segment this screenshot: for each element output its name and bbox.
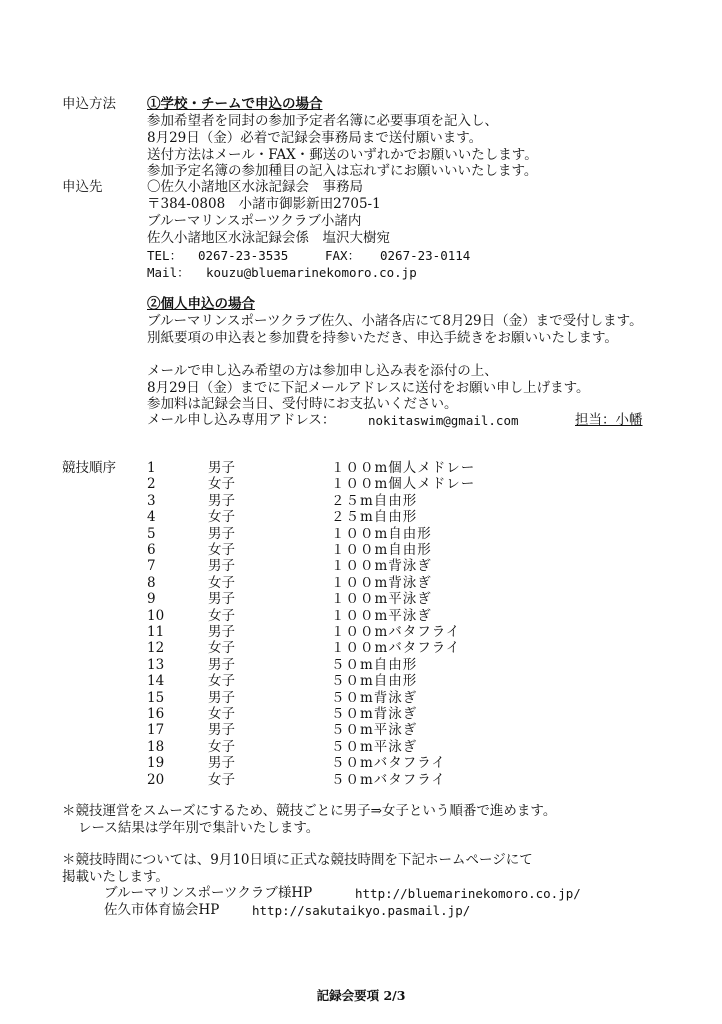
event-gender: 女子	[208, 738, 235, 755]
event-number: 18	[147, 738, 165, 755]
method-label: 申込方法	[62, 96, 116, 112]
event-number: 4	[147, 509, 156, 526]
individual-application-heading: ②個人申込の場合	[147, 296, 255, 312]
individual-mail-line-2: 8月29日（金）までに下記メールアドレスに送付をお願い申し上げます。	[147, 380, 590, 396]
event-name: ５０m平泳ぎ	[331, 738, 418, 755]
event-number: 1	[147, 460, 156, 476]
page-footer: 記録会要項 2/3	[316, 988, 406, 1003]
destination-label: 申込先	[62, 179, 103, 195]
method-line-1: 参加希望者を同封の参加予定者名簿に必要事項を記入し、	[147, 113, 498, 129]
event-name: ５０m平泳ぎ	[331, 722, 418, 739]
note-1-line-1: ＊競技運営をスムーズにするため、競技ごとに男子⇒女子という順番で進めます。	[62, 803, 557, 819]
event-row	[0, 526, 722, 543]
event-name: １００m平泳ぎ	[331, 591, 432, 608]
events-label: 競技順序	[62, 460, 116, 476]
event-number: 7	[147, 558, 156, 575]
event-row	[0, 755, 722, 772]
event-gender: 男子	[208, 492, 235, 509]
tel-number: 0267-23-3535	[198, 248, 289, 263]
event-row	[0, 509, 722, 526]
event-gender: 男子	[208, 460, 235, 476]
contact-person: 担当：小幡	[575, 412, 643, 428]
event-name: ５０m自由形	[331, 656, 418, 673]
event-gender: 男子	[208, 722, 235, 739]
event-row	[0, 460, 722, 477]
event-name: １００m自由形	[331, 542, 432, 558]
individual-mail-line-3: 参加料は記録会当日、受付時にお支払いください。	[147, 396, 458, 412]
event-name: １００m背泳ぎ	[331, 558, 432, 575]
event-number: 9	[147, 591, 156, 608]
tel-label: TEL：	[147, 248, 183, 263]
event-row	[0, 624, 722, 641]
event-row	[0, 657, 722, 674]
event-gender: 女子	[208, 771, 235, 788]
note-2-line-2: 掲載いたします。	[62, 869, 169, 885]
dedicated-mail-label: メール申し込み専用アドレス：	[147, 412, 336, 428]
event-number: 12	[147, 640, 165, 657]
bluemarine-hp-link[interactable]: http://bluemarinekomoro.co.jp/	[355, 886, 581, 901]
event-row	[0, 476, 722, 493]
event-gender: 男子	[208, 656, 235, 673]
event-row	[0, 542, 722, 559]
destination-club: ブルーマリンスポーツクラブ小諸内	[147, 213, 362, 229]
event-row	[0, 706, 722, 723]
event-gender: 女子	[208, 706, 235, 722]
event-name: ２５m自由形	[331, 509, 418, 526]
event-gender: 男子	[208, 591, 235, 608]
event-number: 5	[147, 525, 156, 542]
event-row	[0, 690, 722, 707]
event-number: 14	[147, 673, 165, 690]
event-number: 13	[147, 656, 165, 673]
event-number: 20	[147, 771, 165, 788]
event-gender: 男子	[208, 558, 235, 575]
event-gender: 女子	[208, 673, 235, 690]
event-row	[0, 558, 722, 575]
event-row	[0, 640, 722, 657]
event-row	[0, 772, 722, 789]
method-line-3: 送付方法はメール・FAX・郵送のいずれかでお願いいたします。	[147, 147, 538, 163]
event-row	[0, 722, 722, 739]
event-name: １００mバタフライ	[331, 640, 461, 657]
saku-sports-hp-link[interactable]: http://sakutaikyo.pasmail.jp/	[252, 903, 471, 918]
event-row	[0, 608, 722, 625]
event-gender: 男子	[208, 689, 235, 706]
event-gender: 男子	[208, 525, 235, 542]
event-name: ５０mバタフライ	[331, 771, 446, 788]
individual-mail-line-1: メールで申し込み希望の方は参加申し込み表を添付の上、	[147, 363, 498, 379]
event-gender: 男子	[208, 624, 235, 640]
event-name: １００m個人メドレー	[331, 476, 476, 493]
event-name: １００m個人メドレー	[331, 460, 476, 476]
event-number: 17	[147, 722, 165, 739]
individual-line-2: 別紙要項の申込表と参加費を持参いただき、申込手続きをお願いいたします。	[147, 330, 618, 346]
bluemarine-hp-label: ブルーマリンスポーツクラブ様HP	[104, 885, 313, 901]
event-number: 11	[147, 624, 165, 640]
event-number: 8	[147, 574, 156, 591]
note-1-line-2: レース結果は学年別で集計いたします。	[78, 820, 320, 836]
dedicated-mail-address[interactable]: nokitaswim@gmail.com	[368, 413, 519, 428]
event-name: １００m平泳ぎ	[331, 607, 432, 624]
event-number: 6	[147, 542, 156, 558]
event-row	[0, 591, 722, 608]
event-name: ５０m背泳ぎ	[331, 706, 418, 722]
saku-sports-hp-label: 佐久市体育協会HP	[104, 902, 220, 918]
event-row	[0, 575, 722, 592]
event-number: 16	[147, 706, 165, 722]
destination-line-1: 〇佐久小諸地区水泳記録会 事務局	[147, 179, 363, 195]
event-number: 10	[147, 607, 165, 624]
event-row	[0, 673, 722, 690]
event-gender: 男子	[208, 755, 235, 772]
event-gender: 女子	[208, 574, 235, 591]
event-name: ２５m自由形	[331, 492, 418, 509]
method-line-4: 参加予定名簿の参加種目の記入は忘れずにお願いいいたします。	[147, 163, 538, 179]
event-number: 2	[147, 476, 156, 493]
event-name: １００m自由形	[331, 525, 432, 542]
destination-address: 〒384-0808 小諸市御影新田2705-1	[147, 196, 381, 212]
mail-label: Mail：	[147, 265, 190, 280]
method-line-2: 8月29日（金）必着で記録会事務局まで送付願います。	[147, 130, 483, 146]
event-row	[0, 493, 722, 510]
individual-line-1: ブルーマリンスポーツクラブ佐久、小諸各店にて8月29日（金）まで受付します。	[147, 313, 643, 329]
event-name: １００m背泳ぎ	[331, 574, 432, 591]
event-name: １００mバタフライ	[331, 624, 461, 640]
event-gender: 女子	[208, 476, 235, 493]
event-gender: 女子	[208, 607, 235, 624]
event-name: ５０m背泳ぎ	[331, 689, 418, 706]
event-number: 19	[147, 755, 165, 772]
fax-label: FAX：	[325, 248, 361, 263]
note-2-line-1: ＊競技時間については、9月10日頃に正式な競技時間を下記ホームページにて	[62, 852, 533, 868]
event-gender: 女子	[208, 640, 235, 657]
event-number: 3	[147, 492, 156, 509]
fax-number: 0267-23-0114	[380, 248, 471, 263]
event-name: ５０m自由形	[331, 673, 418, 690]
team-application-heading: ①学校・チームで申込の場合	[147, 96, 323, 112]
event-name: ５０mバタフライ	[331, 755, 446, 772]
event-gender: 女子	[208, 542, 235, 558]
mail-address[interactable]: kouzu@bluemarinekomoro.co.jp	[206, 265, 417, 280]
destination-recipient: 佐久小諸地区水泳記録会係 塩沢大樹宛	[147, 230, 390, 246]
event-number: 15	[147, 689, 165, 706]
event-row	[0, 739, 722, 756]
event-gender: 女子	[208, 509, 235, 526]
